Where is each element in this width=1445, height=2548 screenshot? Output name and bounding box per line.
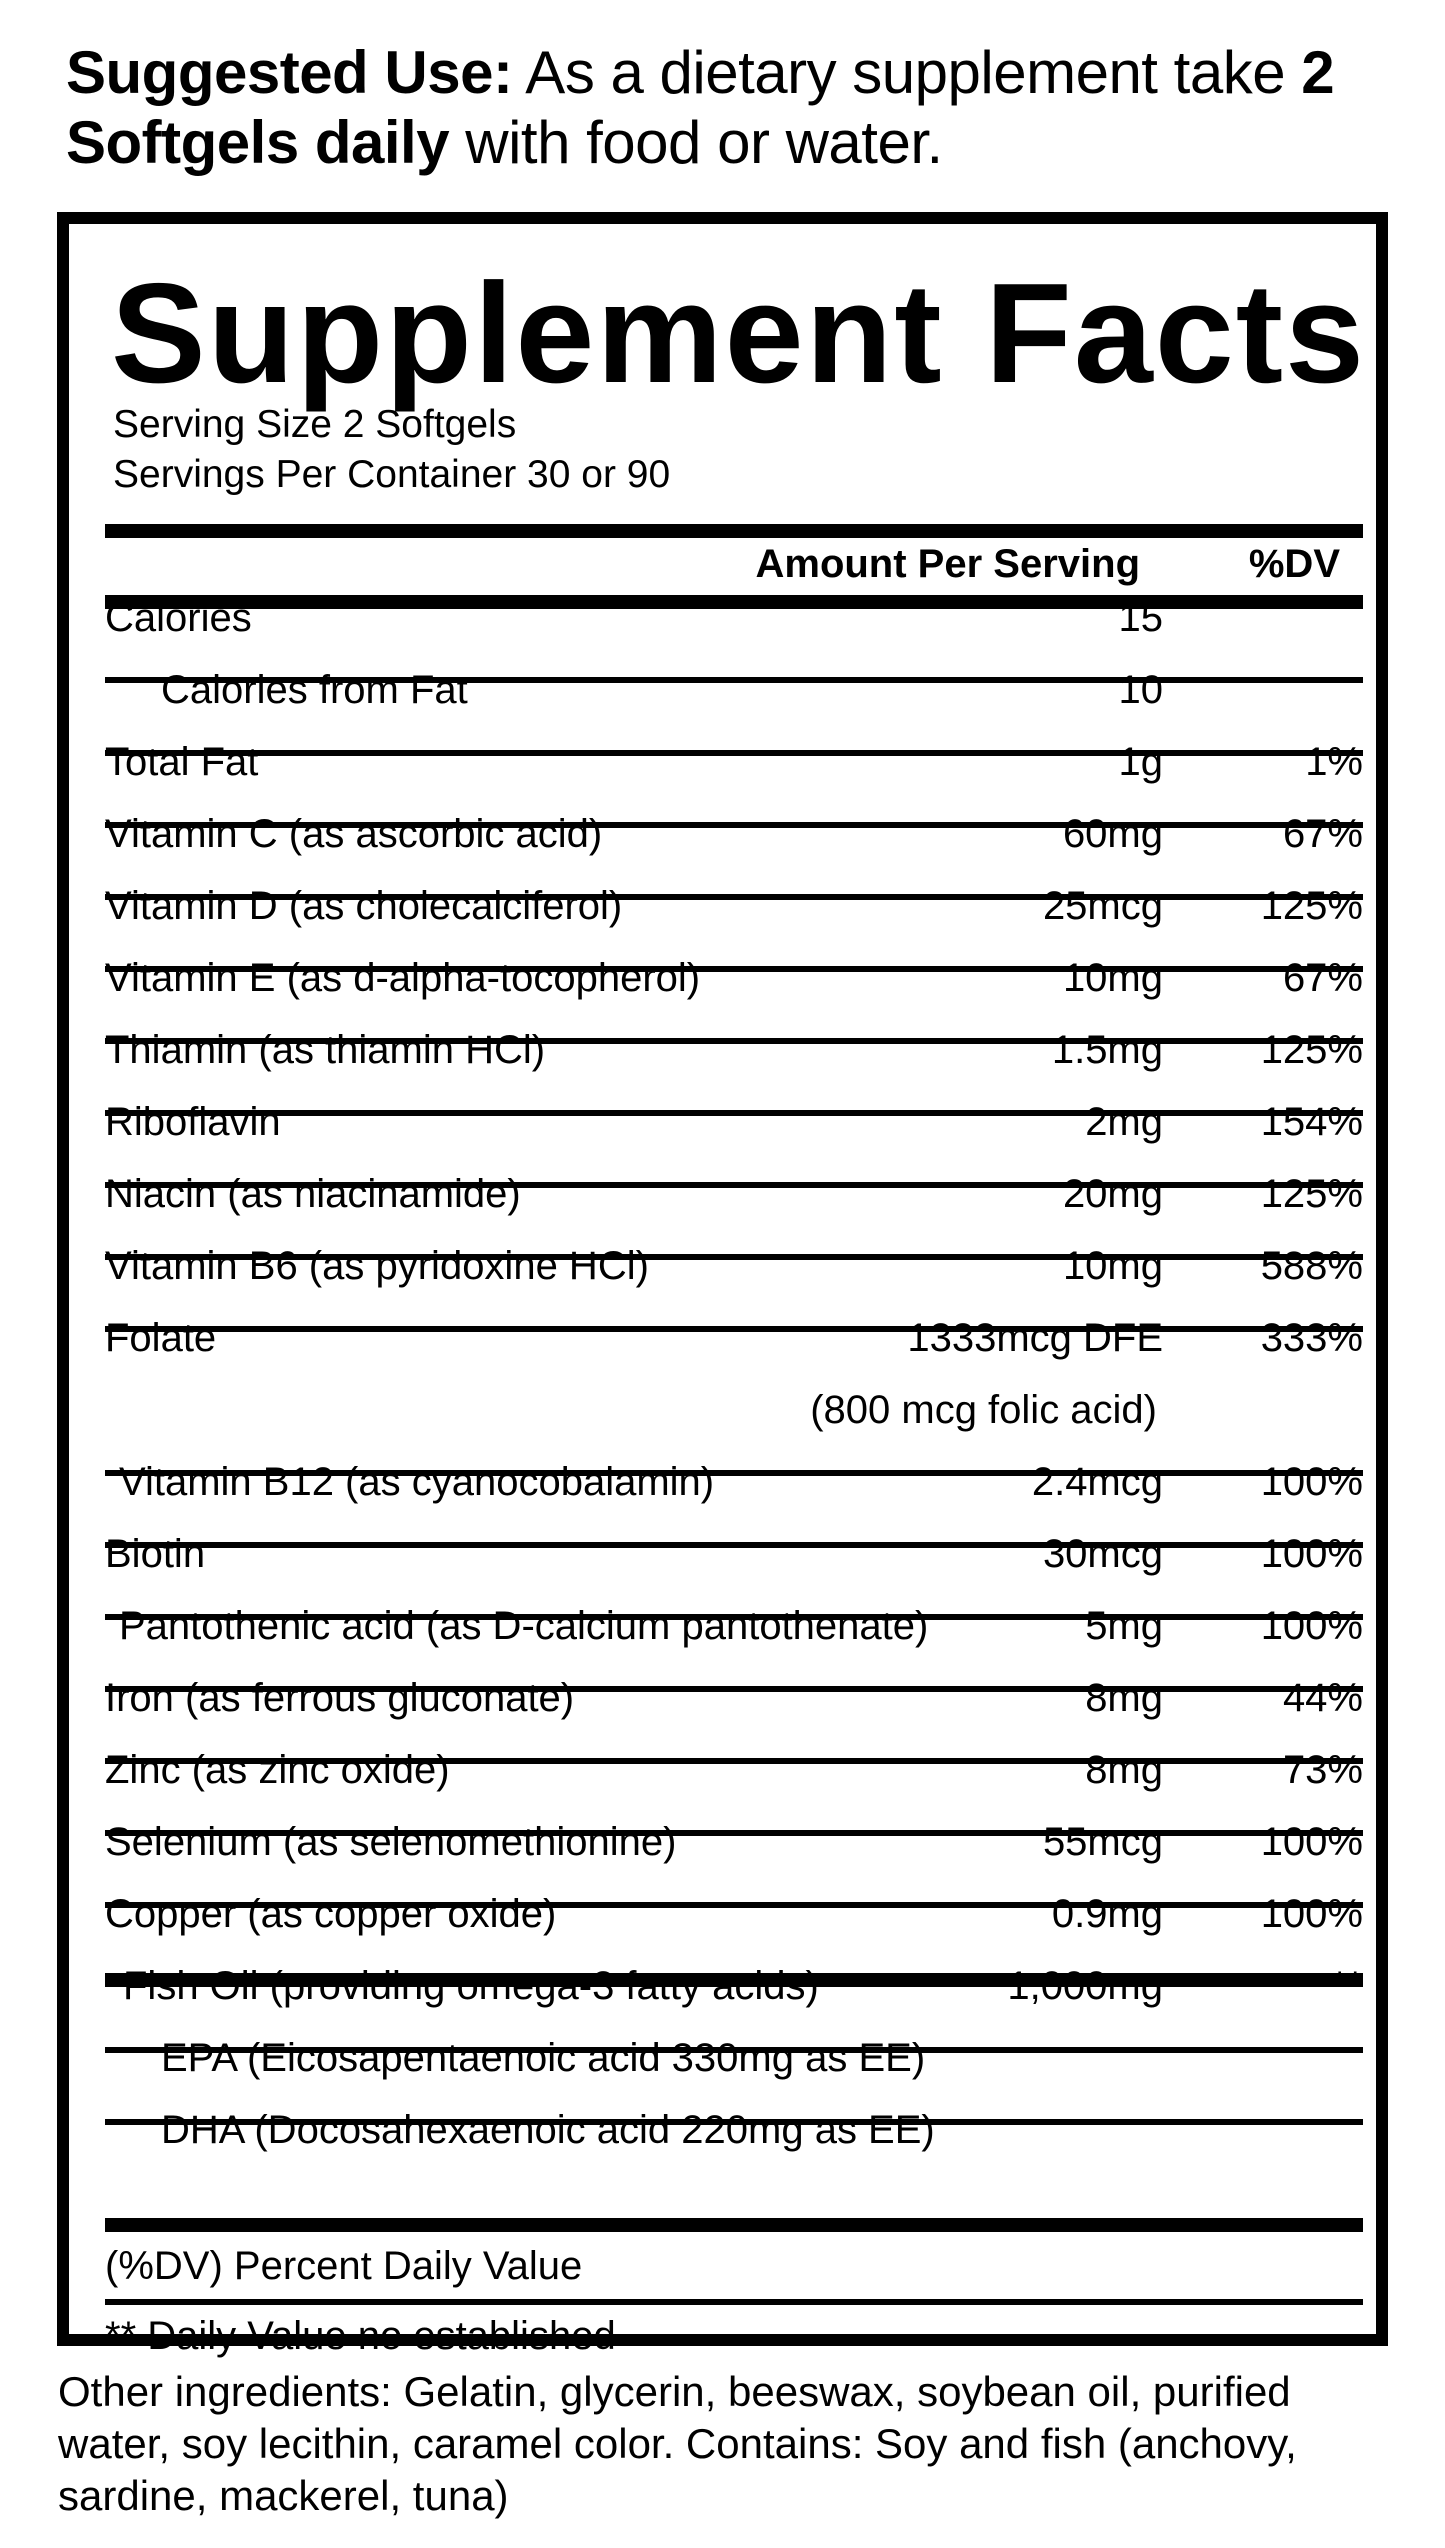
nutrient-amount: 8mg — [1085, 1676, 1163, 1720]
table-row — [105, 948, 1363, 1008]
nutrient-dv: 1% — [1305, 740, 1363, 784]
nutrient-name: Vitamin E (as d-alpha-tocopherol) — [105, 956, 701, 1000]
nutrient-amount: 0.9mg — [1051, 1892, 1163, 1936]
nutrient-name: Iron (as ferrous gluconate) — [105, 1676, 575, 1720]
table-row — [105, 1380, 1363, 1440]
suggested-use-text-end: with food or water. — [449, 109, 943, 176]
nutrient-name: Copper (as copper oxide) — [105, 1892, 557, 1936]
table-row — [105, 2028, 1363, 2088]
header-dv: %DV — [1248, 542, 1340, 586]
table-row — [105, 1956, 1363, 2016]
nutrient-amount: 1333mcg DFE — [907, 1316, 1163, 1360]
suggested-use-dose: 2 Softgels daily — [66, 39, 1335, 176]
footnote-dv: (%DV) Percent Daily Value — [105, 2244, 583, 2288]
suggested-use-label: Suggested Use: — [66, 39, 513, 106]
nutrient-name: Calories — [105, 596, 252, 640]
nutrient-dv: 125% — [1260, 884, 1363, 928]
nutrient-name: Vitamin D (as cholecalciferol) — [105, 884, 623, 928]
suggested-use-text: As a dietary supplement take — [512, 39, 1302, 106]
nutrient-dv: 67% — [1282, 812, 1363, 856]
nutrient-amount: 1,000mg — [1007, 1964, 1163, 2008]
panel-title: Supplement Facts — [111, 254, 1367, 413]
table-row — [105, 1452, 1363, 1512]
nutrient-name: Calories from Fat — [161, 668, 468, 712]
nutrient-name: EPA (Eicosapentaenoic acid 330mg as EE) — [161, 2036, 926, 2080]
nutrient-dv: 125% — [1260, 1028, 1363, 1072]
table-row — [105, 1524, 1363, 1584]
thick-rule-footnotes — [105, 2218, 1363, 2232]
table-row — [105, 876, 1363, 936]
nutrient-name: Fish Oil (providing omega-3 fatty acids) — [123, 1964, 819, 2008]
serving-info — [113, 400, 670, 500]
supplement-facts-panel — [57, 212, 1388, 2358]
nutrient-dv: 333% — [1260, 1316, 1363, 1360]
nutrient-dv: 100% — [1260, 1892, 1363, 1936]
table-row — [105, 732, 1363, 792]
nutrient-amount: 5mg — [1085, 1604, 1163, 1648]
nutrient-name: Niacin (as niacinamide) — [105, 1172, 521, 1216]
nutrient-amount: (800 mcg folic acid) — [810, 1388, 1157, 1432]
other-ingredients: Other ingredients: Gelatin, glycerin, beeswax, soybean oil, purified water, soy lecithin, caramel color. Contains: Soy and fish (anchovy, sardine, mackerel, tuna) — [58, 2368, 1297, 2519]
thick-rule-top — [105, 524, 1363, 538]
table-row — [105, 1812, 1363, 1872]
nutrient-dv: 67% — [1282, 956, 1363, 1000]
table-row — [105, 1668, 1363, 1728]
nutrient-amount: 1g — [1118, 740, 1163, 784]
table-row — [105, 1092, 1363, 1152]
nutrient-name: Biotin — [105, 1532, 206, 1576]
nutrient-amount: 20mg — [1062, 1172, 1163, 1216]
table-row — [105, 1740, 1363, 1800]
nutrient-dv: 100% — [1260, 1460, 1363, 1504]
nutrient-dv: 100% — [1260, 1532, 1363, 1576]
nutrient-amount: 10 — [1118, 668, 1163, 712]
nutrient-dv: 154% — [1260, 1100, 1363, 1144]
nutrient-dv: 73% — [1282, 1748, 1363, 1792]
nutrient-amount: 2.4mcg — [1031, 1460, 1163, 1504]
table-row — [105, 804, 1363, 864]
nutrient-amount: 15 — [1118, 596, 1163, 640]
nutrient-name: Zinc (as zinc oxide) — [105, 1748, 450, 1792]
header-amount: Amount Per Serving — [755, 542, 1140, 586]
footnote-star: ** Daily Value no established — [105, 2314, 616, 2358]
nutrient-name: Vitamin B12 (as cyanocobalamin) — [119, 1460, 715, 1504]
table-row — [105, 660, 1363, 720]
nutrient-amount: 1.5mg — [1051, 1028, 1163, 1072]
nutrient-name: Folate — [105, 1316, 217, 1360]
table-row — [105, 1020, 1363, 1080]
serving-size: Serving Size 2 Softgels — [113, 403, 517, 446]
nutrient-name: Vitamin C (as ascorbic acid) — [105, 812, 603, 856]
nutrient-name: Total Fat — [105, 740, 259, 784]
nutrient-amount: 10mg — [1062, 1244, 1163, 1288]
table-row — [105, 1308, 1363, 1368]
nutrient-amount: 2mg — [1085, 1100, 1163, 1144]
nutrient-dv: 588% — [1260, 1244, 1363, 1288]
nutrient-dv: 44% — [1282, 1676, 1363, 1720]
nutrient-dv: 125% — [1260, 1172, 1363, 1216]
nutrient-name: Pantothenic acid (as D-calcium pantothenate) — [119, 1604, 929, 1648]
servings-per-container: Servings Per Container 30 or 90 — [113, 453, 671, 496]
nutrient-amount: 8mg — [1085, 1748, 1163, 1792]
table-row — [105, 1884, 1363, 1944]
nutrient-name: DHA (Docosahexaenoic acid 220mg as EE) — [161, 2108, 935, 2152]
table-row — [105, 1596, 1363, 1656]
nutrient-name: Selenium (as selenomethionine) — [105, 1820, 677, 1864]
nutrient-amount: 55mcg — [1042, 1820, 1163, 1864]
table-row — [105, 2100, 1363, 2160]
nutrient-name: Vitamin B6 (as pyridoxine HCl) — [105, 1244, 649, 1288]
nutrient-amount: 10mg — [1062, 956, 1163, 1000]
table-row — [105, 1236, 1363, 1296]
nutrient-name: Riboflavin — [105, 1100, 281, 1144]
table-row — [105, 588, 1363, 648]
suggested-use — [66, 38, 1386, 178]
table-row — [105, 1164, 1363, 1224]
rule-footnote — [105, 2299, 1363, 2305]
nutrient-amount: 30mcg — [1042, 1532, 1163, 1576]
nutrient-dv: 100% — [1260, 1604, 1363, 1648]
nutrient-dv: 100% — [1260, 1820, 1363, 1864]
nutrient-amount: 25mcg — [1042, 884, 1163, 928]
nutrient-dv: ** — [1331, 1964, 1363, 2008]
nutrient-amount: 60mg — [1062, 812, 1163, 856]
nutrient-name: Thiamin (as thiamin HCl) — [105, 1028, 546, 1072]
